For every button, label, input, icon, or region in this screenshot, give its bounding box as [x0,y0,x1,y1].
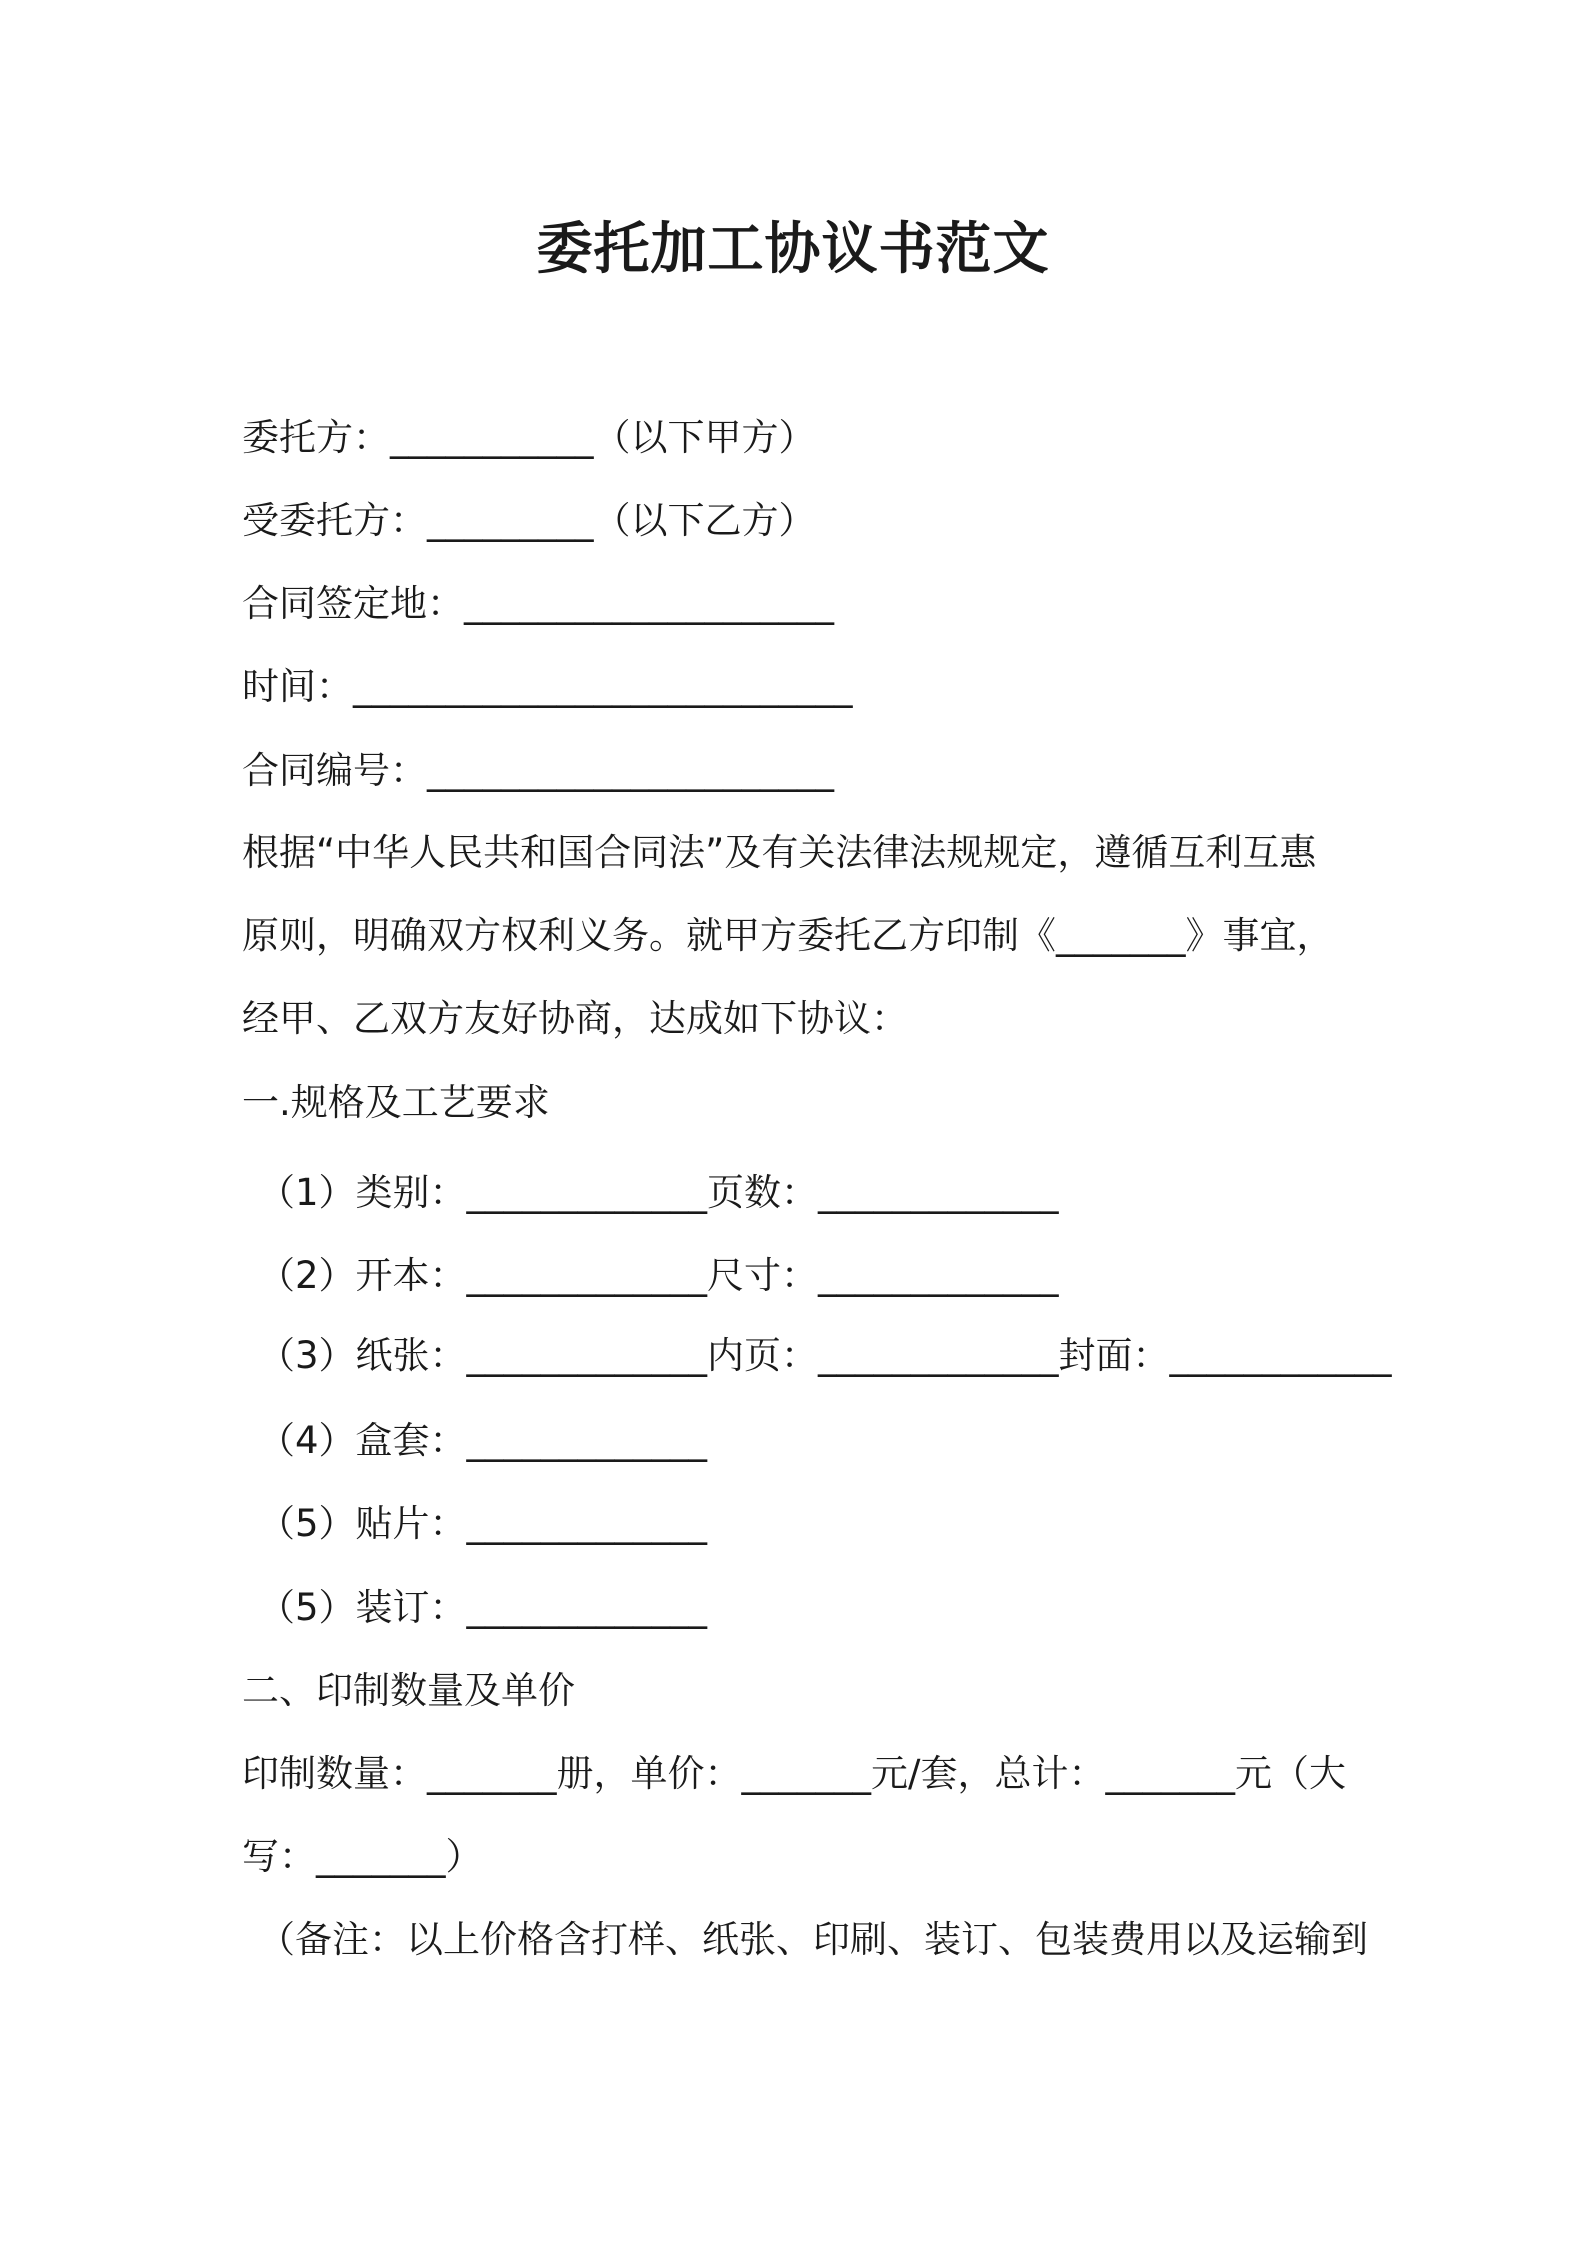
preamble-line-1: 根据“中华人民共和国合同法”及有关法律法规规定，遵循互利互惠 [242,831,1317,874]
document-title: 委托加工协议书范文 [536,217,1050,282]
signing-place-line: 合同签定地：____________________ [242,582,834,625]
contractor-party-line: 受委托方：_________（以下乙方） [242,499,816,542]
preamble-line-3: 经甲、乙双方友好协商，达成如下协议： [242,997,908,1040]
remarks-line: （备注：以上价格含打样、纸张、印刷、装订、包装费用以及运输到 [258,1918,1368,1961]
contract-number-line: 合同编号：______________________ [242,749,834,792]
spec-item-patch: （5）贴片：_____________ [258,1502,708,1545]
time-line: 时间：___________________________ [242,665,853,708]
section-1-heading: 一.规格及工艺要求 [242,1081,550,1124]
preamble-line-2: 原则，明确双方权利义务。就甲方委托乙方印制《_______》事宜， [242,914,1334,957]
spec-item-format: （2）开本：_____________尺寸：_____________ [258,1254,1059,1297]
spec-item-paper: （3）纸张：_____________内页：_____________封面：____________ [258,1334,1392,1377]
client-party-line: 委托方：___________（以下甲方） [242,416,816,459]
spec-item-binding: （5）装订：_____________ [258,1586,708,1629]
quantity-price-line-2: 写：_______） [242,1835,483,1878]
spec-item-box: （4）盒套：_____________ [258,1419,708,1462]
quantity-price-line-1: 印制数量：_______册，单价：_______元/套，总计：_______元（大 [242,1752,1346,1795]
section-2-heading: 二、印制数量及单价 [242,1669,575,1712]
spec-item-category: （1）类别：_____________页数：_____________ [258,1171,1059,1214]
